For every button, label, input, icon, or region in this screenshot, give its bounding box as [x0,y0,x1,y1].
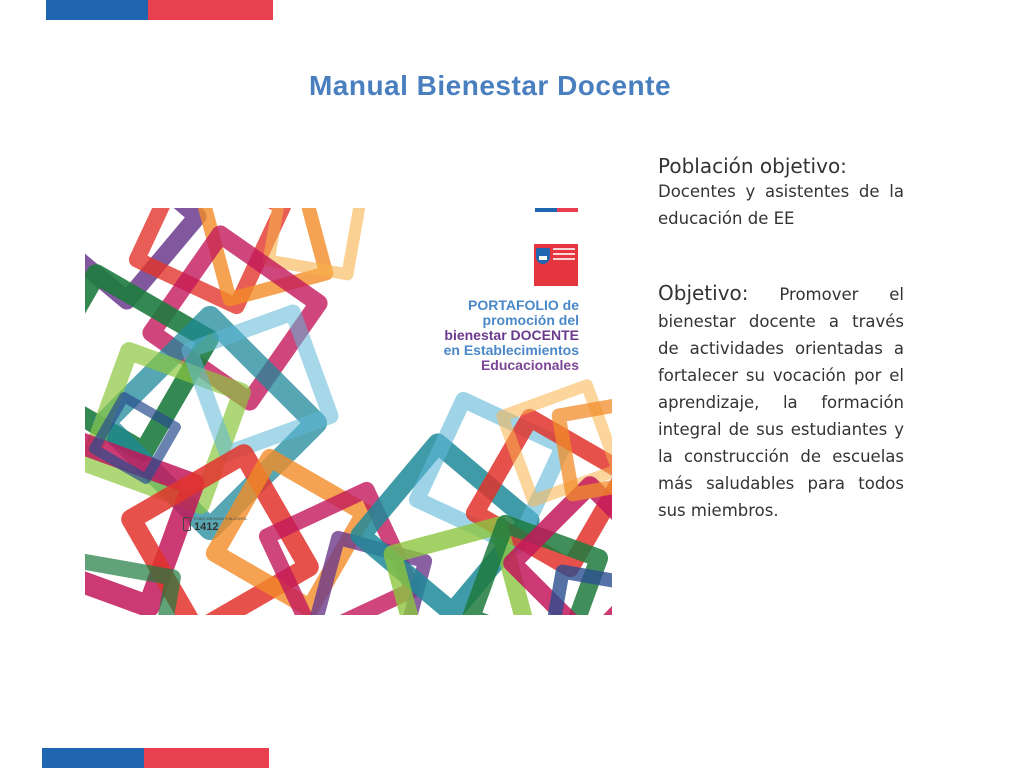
phone-icon [183,517,191,531]
hotline-label: FONO DROGAS Y ALCOHOL [194,515,248,521]
objective-section [658,280,904,524]
portfolio-cover-image [85,208,612,615]
bottom-flag-bar [42,748,269,768]
target-heading: Población objetivo: [658,154,847,178]
hotline-number: 1412 [194,520,219,533]
objective-heading: Objetivo: [658,281,749,305]
cover-line-1: PORTAFOLIO de [468,297,579,313]
cover-flag-bar [535,208,578,212]
flag-blue-segment [42,748,144,768]
objective-paragraph [658,280,904,524]
objective-body: Promover el bienestar docente a través de actividades orientadas a fortalecer su vocación por el aprendizaje, la formación integral de sus estudiantes y la construcción de escuelas más saludables para todos sus miembros. [658,285,904,520]
cover-line-4: en Establecimientos [443,342,579,358]
flag-red-segment [144,748,269,768]
colored-frames-graphic [85,208,612,615]
description-column [658,154,904,524]
government-logo-icon [534,244,578,286]
hotline-badge [183,515,261,533]
cover-line-5: Educacionales [480,357,579,373]
top-flag-bar [46,0,273,20]
slide-title: Manual Bienestar Docente [308,70,672,101]
cover-title [444,298,579,373]
cover-line-2: promoción del [482,312,579,328]
flag-red-segment [148,0,273,20]
target-section [658,154,904,232]
cover-line-3: bienestar DOCENTE [444,327,579,343]
target-body: Docentes y asistentes de la educación de EE [658,182,904,228]
flag-blue-segment [46,0,148,20]
